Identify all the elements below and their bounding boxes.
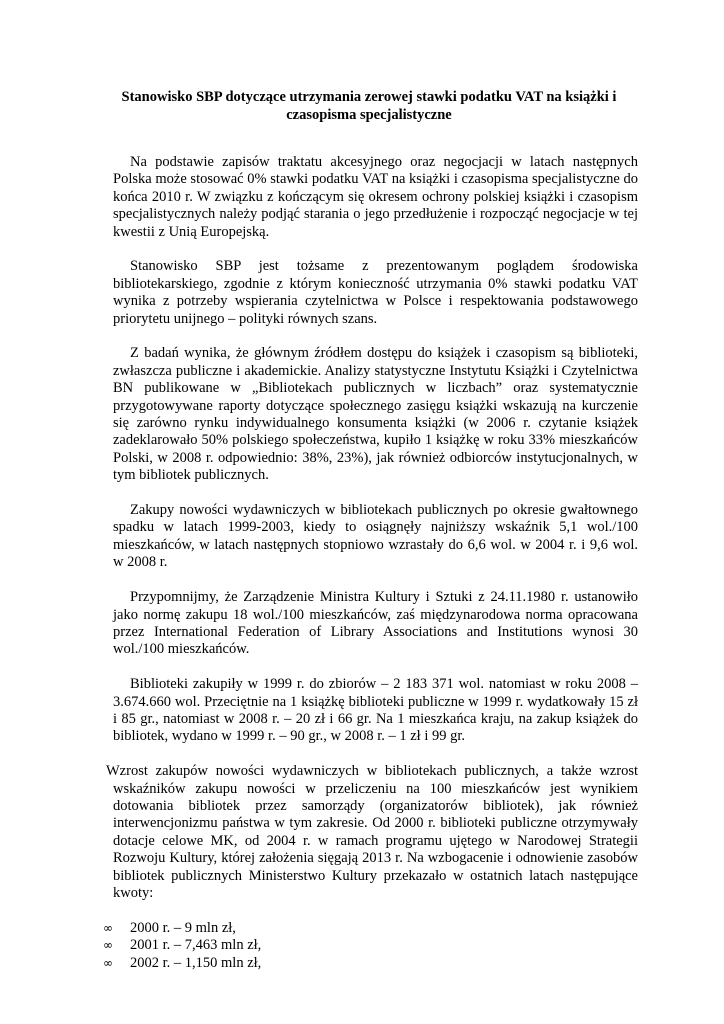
paragraph-purchase-norms: Przypomnijmy, że Zarządzenie Ministra Kultury i Sztuki z 24.11.1980 r. ustanowiło jako normę zakupu 18 wol./100 mieszkańców, zaś międzynarodowa norma opracowana przez International Federation of Library Associations and Institutions wynosi 30 wol./100 mieszkańców. — [113, 589, 638, 658]
paragraph-research-findings: Z badań wynika, że głównym źródłem dostępu do książek i czasopism są biblioteki, zwłaszcza publiczne i akademickie. Analizy statystyczne Instytutu Książki i Czytelnictwa BN publikowane w „Bibliotekach publicznych w liczbach” oraz systematycznie przygotowywane raporty dotyczące społecznego zasięgu książki wskazują na kurczenie się zarówno rynku indywidualnego konsumenta książki (w 2006 r. czytanie książek zadeklarowało 50% polskiego społeczeństwa, kupiło 1 książkę w roku 33% mieszkańców Polski, w 2008 r. odpowiednio: 38%, 23%), jak również odbiorców instytucjonalnych, w tym bibliotek publicznych. — [113, 345, 638, 484]
paragraph-vat-negotiations: Na podstawie zapisów traktatu akcesyjnego oraz negocjacji w latach następnych Polska może stosować 0% stawki podatku VAT na książki i czasopisma specjalistyczne do końca 2010 r. W związku z kończącym się okresem ochrony polskiej książki i czasopism specjalistycznych należy podjąć starania o jego przedłużenie i rozpocząć negocjacje w tej kwestii z Unią Europejską. — [113, 154, 638, 240]
list-item — [103, 937, 638, 954]
paragraph-purchase-trends: Zakupy nowości wydawniczych w bibliotekach publicznych po okresie gwałtownego spadku w latach 1999-2003, kiedy to osiągnęły najniższy wskaźnik 5,1 wol./100 mieszkańców, w latach następnych stopniowo wzrastały do 6,6 wol. w 2004 r. i 9,6 wol. w 2008 r. — [113, 502, 638, 571]
paragraph-acquisition-figures: Biblioteki zakupiły w 1999 r. do zbiorów – 2 183 371 wol. natomiast w roku 2008 – 3.674.660 wol. Przeciętnie na 1 książkę biblioteki publiczne w 1999 r. wydatkowały 15 zł i 85 gr., natomiast w 2008 r. – 20 zł i 66 gr. Na 1 mieszkańca kraju, na zakup książek do bibliotek, wydano w 1999 r. – 90 gr., w 2008 r. – 1 zł i 99 gr. — [113, 676, 638, 745]
paragraph-sbp-position: Stanowisko SBP jest tożsame z prezentowanym poglądem środowiska bibliotekarskiego, zgodnie z którym konieczność utrzymania 0% stawki podatku VAT wynika z potrzeby wspierania czytelnictwa w Polsce i respektowania podstawowego priorytetu unijnego – polityki równych szans. — [113, 258, 638, 327]
list-item — [103, 954, 638, 972]
document-title: Stanowisko SBP dotyczące utrzymania zerowej stawki podatku VAT na książki i czasopisma specjalistyczne — [121, 89, 617, 123]
infinity-bullet-icon: ∞ — [103, 955, 113, 970]
funding-list — [103, 919, 638, 972]
list-item-text: 2000 r. – 9 mln zł, — [130, 919, 236, 936]
list-item-text: 2002 r. – 1,150 mln zł, — [130, 954, 262, 971]
list-item-text: 2001 r. – 7,463 mln zł, — [130, 937, 262, 954]
infinity-bullet-icon: ∞ — [103, 920, 113, 935]
document-body — [103, 154, 638, 972]
list-item — [103, 919, 638, 937]
paragraph-ministry-funding: Wzrost zakupów nowości wydawniczych w bibliotekach publicznych, a także wzrost wskaźników zakupu nowości w przeliczeniu na 100 mieszkańców jest wynikiem dotowania bibliotek przez samorządy (organizatorów bibliotek), jak również interwencjonizmu państwa w tym zakresie. Od 2000 r. biblioteki publiczne otrzymywały dotacje celowe MK, od 2004 r. w ramach programu ujętego w Narodowej Strategii Rozwoju Kultury, której założenia sięgają 2013 r. Na wzbogacenie i odnowienie zasobów bibliotek publicznych Ministerstwo Kultury przekazało w ostatnich latach następujące kwoty: — [106, 763, 638, 901]
infinity-bullet-icon: ∞ — [103, 938, 113, 953]
